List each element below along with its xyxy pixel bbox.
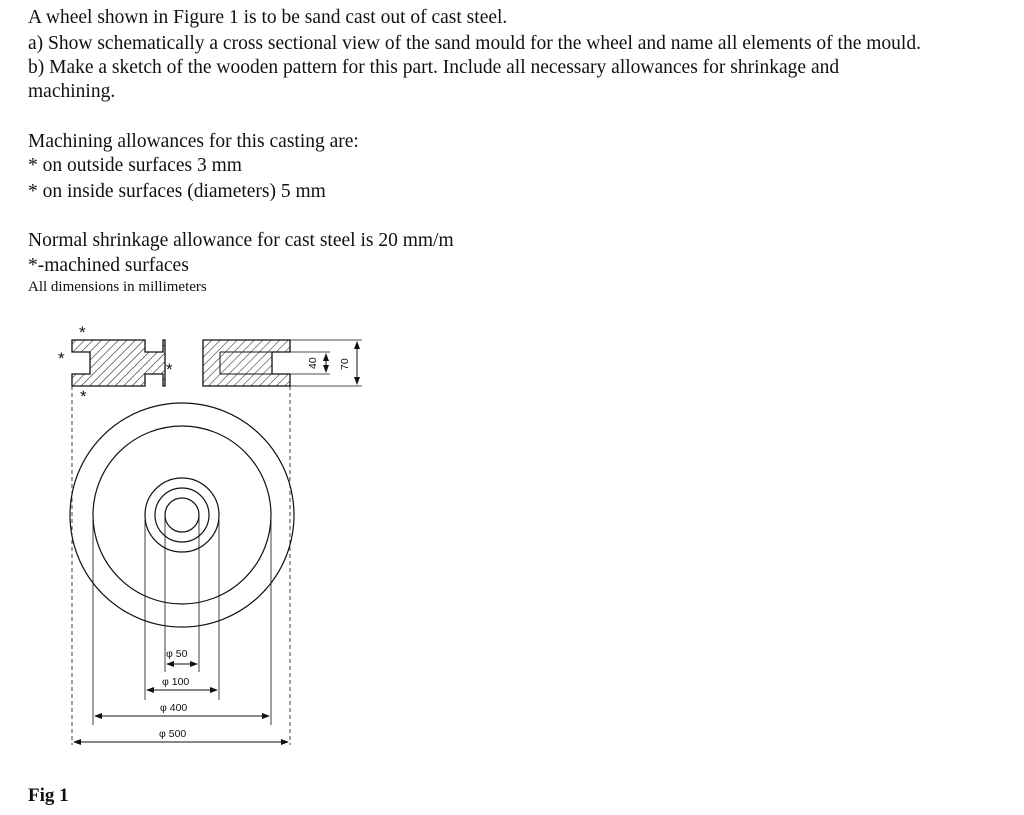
dim-height-70: 70: [339, 358, 351, 370]
machined-mark-bore: *: [166, 360, 173, 379]
cross-section-left: [72, 340, 165, 386]
hub-inner-circle: [155, 488, 209, 542]
problem-intro: A wheel shown in Figure 1 is to be sand cast out of cast steel.: [28, 7, 508, 28]
wheel-front-view: [70, 403, 294, 627]
shrinkage-allowance: Normal shrinkage allowance for cast steel is 20 mm/m: [28, 230, 454, 251]
bore-circle: [165, 498, 199, 532]
height-dimensions: [290, 340, 362, 386]
machined-mark-bottom: *: [80, 387, 87, 406]
dim-diameter-100: φ 100: [162, 676, 190, 688]
dim-diameter-500: φ 500: [159, 728, 187, 740]
problem-part-b-line2: machining.: [28, 81, 116, 102]
machined-surfaces-note: *-machined surfaces: [28, 255, 189, 276]
inner-rim-circle: [93, 426, 271, 604]
machining-heading: Machining allowances for this casting are:: [28, 131, 359, 152]
machined-mark-side: *: [58, 349, 65, 368]
problem-part-b-line1: b) Make a sketch of the wooden pattern for this part. Include all necessary allowances for shrinkage and: [28, 57, 840, 78]
dim-height-40: 40: [307, 357, 319, 369]
problem-part-a: a) Show schematically a cross sectional view of the sand mould for the wheel and name all elements of the mould.: [28, 33, 921, 54]
units-note: All dimensions in millimeters: [28, 279, 207, 295]
figure-label: Fig 1: [28, 785, 69, 806]
machining-outside: * on outside surfaces 3 mm: [28, 155, 242, 176]
projection-lines: [72, 386, 290, 745]
extension-lines: [93, 515, 271, 725]
machined-mark-top: *: [79, 323, 86, 342]
outer-rim-circle: [70, 403, 294, 627]
dim-diameter-50: φ 50: [166, 648, 188, 660]
cross-section-right: [203, 340, 290, 386]
machining-inside: * on inside surfaces (diameters) 5 mm: [28, 181, 326, 202]
hub-outer-circle: [145, 478, 219, 552]
dim-diameter-400: φ 400: [160, 702, 188, 714]
